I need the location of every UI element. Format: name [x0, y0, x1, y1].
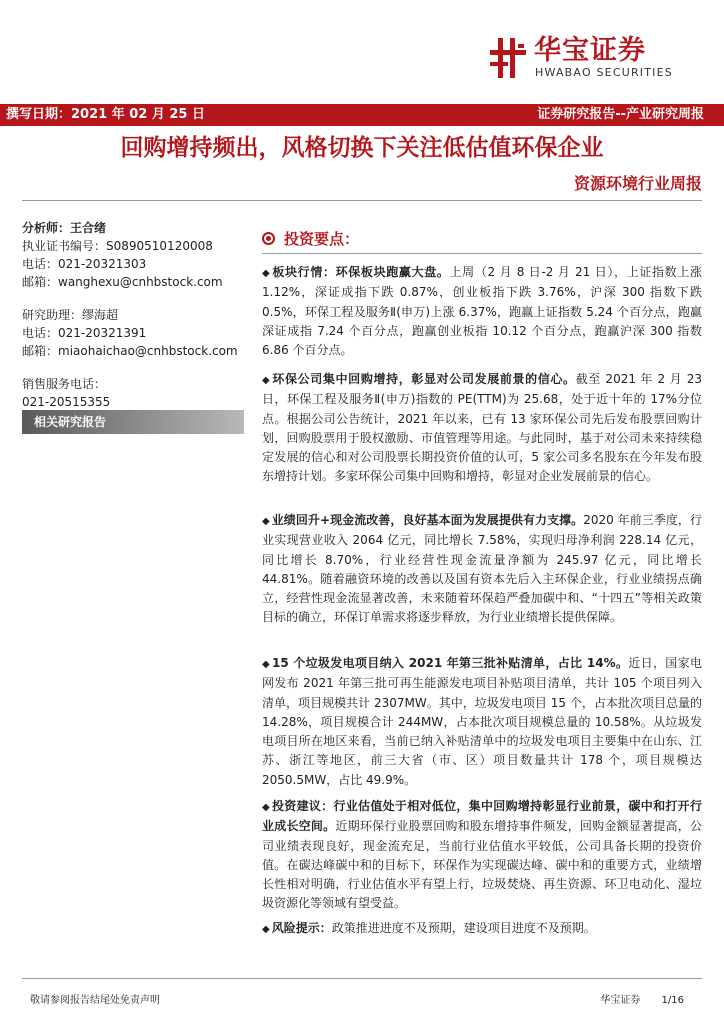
diamond-bullet-icon: ◆: [262, 802, 270, 813]
footer-disclaimer: 敬请参阅报告结尾处免责声明: [30, 995, 160, 1006]
point-body: 政策推进进度不及预期，建设项目进度不及预期。: [331, 921, 596, 935]
assistant-email[interactable]: 邮箱：miaohaichao@cnhbstock.com: [22, 344, 238, 358]
diamond-bullet-icon: ◆: [262, 924, 270, 935]
report-series: 证券研究报告--产业研究周报: [537, 107, 704, 122]
assistant-name: 研究助理：缪海超: [22, 308, 119, 322]
point-lead: 环保公司集中回购增持，彰显对公司发展前景的信心。: [272, 372, 576, 386]
analyst-email[interactable]: 邮箱：wanghexu@cnhbstock.com: [22, 275, 223, 289]
title-divider: [22, 200, 702, 201]
related-reports-header: [22, 410, 244, 434]
point-paragraph: [262, 511, 702, 628]
report-title: 回购增持频出，风格切换下关注低估值环保企业: [120, 134, 604, 161]
point-paragraph: [262, 919, 702, 939]
hwabao-logo-icon: [488, 36, 528, 80]
point-body: 近日，国家电网发布 2021 年第三批可再生能源发电项目补贴项目清单，共计 105 个项目列入清单，项目规模共计 2307MW。其中，垃圾发电项目 15 个，占本批次项目总量的 14.28%，项目规模合计 244MW，占本批次项目规模总量的 10.58%。从垃圾发电项目所在地区来看，当前已纳入补贴清单中的垃圾发电项目主要集中在山东、江苏、浙江等地区，前三大省（市、区）项目数量共计 178 个，项目规模达 2050.5MW，占比 49.9%。: [262, 656, 702, 787]
diamond-bullet-icon: ◆: [262, 375, 271, 386]
header-date-bar: [0, 104, 724, 126]
target-circle-icon: [262, 232, 275, 245]
diamond-bullet-icon: ◆: [262, 659, 271, 670]
analyst-license: 执业证书编号：S0890510120008: [22, 239, 213, 253]
assistant-phone: 电话：021-20321391: [22, 326, 147, 340]
report-date: 撰写日期：2021 年 02 月 25 日: [6, 107, 205, 122]
contact-column: [22, 219, 244, 411]
point-paragraph: [262, 797, 702, 914]
point-lead: 投资建议：行业估值处于相对低位，集中回购增持彰显行业前景，碳中和打开行业成长空间。: [262, 799, 702, 834]
point-body: 上周（2 月 8 日-2 月 21 日），上证指数上涨 1.12%，深证成指下跌 0.87%，创业板指下跌 3.76%，沪深 300 指数下跌 0.5%，环保工程及服务Ⅱ(申万)上涨 6.37%，跑赢上证指数 5.24 个百分点，跑赢深证成指 7.24 个百分点，跑赢创业板指 10.12 个百分点，跑赢沪深 300 指数 6.86 个百分点。: [262, 265, 702, 358]
point-lead: 15 个垃圾发电项目纳入 2021 年第三批补贴清单，占比 14%。: [272, 656, 629, 670]
key-points-divider: [262, 253, 702, 254]
sales-label: 销售服务电话：: [22, 377, 107, 391]
point-lead: 板块行情：环保板块跑赢大盘。: [272, 265, 450, 279]
analyst-phone: 电话：021-20321303: [22, 257, 147, 271]
related-reports-label: 相关研究报告: [34, 415, 107, 429]
point-lead: 风险提示：: [271, 921, 332, 935]
point-body: 截至 2021 年 2 月 23 日，环保工程及服务Ⅱ(申万)指数的 PE(TTM)为 25.68，处于近十年的 17%分位点。根据公司公告统计，2021 年以来，已有 13 家环保公司先后发布股票回购计划，回购股票用于股权激励、市值管理等用途。与此同时，基于对公司未来持续稳定发展的信心和对公司股票长期投资价值的认可，5 家公司多名股东在今年发布股东增持计划。多家环保公司集中回购和增持，彰显对企业发展前景的信心。: [262, 372, 702, 484]
key-points-label: 投资要点：: [284, 230, 360, 248]
brand-name-cn: 华宝证券: [534, 35, 646, 66]
footer-divider: [22, 978, 702, 979]
report-subtitle: 资源环境行业周报: [573, 174, 702, 193]
diamond-bullet-icon: ◆: [262, 516, 270, 527]
footer-info: [600, 994, 684, 1008]
company-logo: [488, 36, 714, 82]
point-paragraph: [262, 263, 702, 360]
footer-company: 华宝证券: [600, 995, 641, 1006]
point-body: 2020 年前三季度，行业实现营业收入 2064 亿元，同比增长 7.58%，实现归母净利润 228.14 亿元，同比增长 8.70%，行业经营性现金流量净额为 245.97 亿元，同比增长 44.81%。随着融资环境的改善以及国有资本先后入主环保企业，行业业绩拐点确立，经营性现金流显著改善，未来随着环保趋严叠加碳中和、“十四五”等相关政策目标的确立，环保订单需求将逐步释放，为行业业绩增长提供保障。: [262, 513, 702, 625]
brand-name-en: HWABAO SECURITIES: [535, 66, 673, 79]
point-paragraph: [262, 370, 702, 487]
point-lead: 业绩回升+现金流改善，良好基本面为发展提供有力支撑。: [271, 513, 584, 527]
point-paragraph: [262, 654, 702, 790]
point-body: 近期环保行业股票回购和股东增持事件频发，回购金额显著提高，公司业绩表现良好，现金流充足，当前行业估值水平较低，公司具备长期的投资价值。在碳达峰碳中和的目标下，环保作为实现碳达峰、碳中和的重要方式，业绩增长性相对明确，行业估值水平有望上行，垃圾焚烧、再生资源、环卫电动化、湿垃圾资源化等领域有望受益。: [262, 819, 702, 911]
page-number: 1/16: [661, 995, 684, 1006]
diamond-bullet-icon: ◆: [262, 268, 271, 279]
key-points-title: [262, 229, 359, 249]
sales-phone: 021-20515355: [22, 395, 111, 409]
analyst-name: 分析师：王合绪: [22, 221, 107, 235]
